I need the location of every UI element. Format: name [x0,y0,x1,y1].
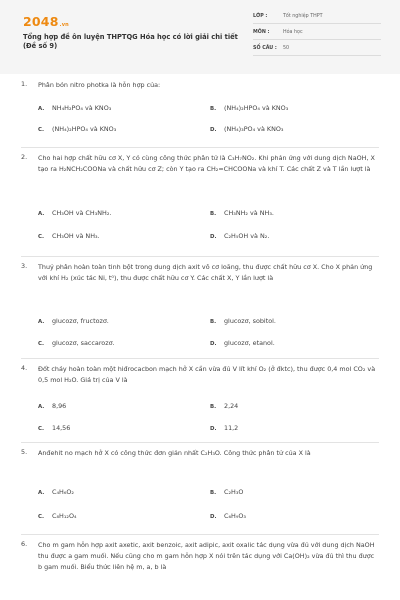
question-5 [21,448,381,528]
option-letter: C. [38,514,45,520]
option-text: C₂H₅OH và N₂. [224,232,270,240]
option-text: (NH₄)₃PO₄ và KNO₃ [224,125,284,133]
question-text: Phân bón nitro photka là hỗn hợp của: [38,81,161,89]
option-c[interactable] [38,424,70,432]
option-d[interactable] [210,125,283,133]
option-a[interactable] [38,209,111,217]
option-text: C₂H₃O [224,488,244,496]
option-text: CH₃OH và CH₃NH₂. [52,209,112,217]
meta-value: 50 [283,46,290,51]
option-letter: C. [38,127,45,133]
option-d[interactable] [210,424,238,432]
document-title: Tổng hợp đề ôn luyện THPTQG Hóa học có lời giải chi tiết (Đề số 9) [23,33,238,50]
option-letter: C. [38,341,45,347]
option-letter: C. [38,234,45,240]
option-text: 14,56 [52,424,71,432]
logo-suffix: .vn [59,22,69,28]
option-letter: D. [210,341,217,347]
option-text: (NH₄)₂HPO₄ và KNO₃ [224,104,289,112]
question-text: Cho m gam hỗn hợp axit axetic, axit benzoic, axit adipic, axit oxalic tác dụng vừa đủ với dung dịch NaOH thu được a gam muối. Nếu cũng cho m gam hỗn hợp X nói trên tác dụng với Ca(OH)₂ vừa đủ thì thu được b gam muối. Biểu thức liên hệ m, a, b là [38,541,375,572]
question-divider [21,147,379,148]
option-text: glucozơ, fructozơ. [52,317,109,325]
question-divider [21,358,379,359]
option-c[interactable] [38,512,77,520]
option-a[interactable] [38,317,109,325]
question-4 [21,364,381,436]
option-text: CH₃NH₂ và NH₃. [224,209,274,217]
option-letter: B. [210,490,217,496]
question-number: 3. [21,262,28,270]
option-letter: A. [38,404,45,410]
option-text: C₈H₁₂O₄ [52,512,77,520]
question-number: 5. [21,448,28,456]
option-text: glucozơ, etanol. [224,339,275,347]
option-text: C₄H₆O₂ [52,488,74,496]
meta-row-mon [253,27,381,40]
option-c[interactable] [38,232,100,240]
option-c[interactable] [38,125,116,133]
option-text: C₆H₉O₃ [224,512,246,520]
question-text: Cho hai hợp chất hữu cơ X, Y có cùng công thức phân tử là C₃H₇NO₂. Khi phản ứng với dung dịch NaOH, X tạo ra H₂NCH₂COONa và chất hữu cơ Z; còn Y tạo ra CH₂=CHCOONa và khí T. Các chất Z và T lần lượt là [38,154,375,174]
question-3 [21,262,381,352]
question-2 [21,153,381,243]
option-letter: A. [38,319,45,325]
option-text: 8,96 [52,402,67,410]
option-letter: D. [210,514,217,520]
meta-label: SỐ CÂU : [253,46,277,51]
question-number: 2. [21,153,28,161]
option-text: (NH₄)₂HPO₄ và KNO₃ [52,125,117,133]
option-b[interactable] [210,317,276,325]
meta-row-lop [253,11,381,24]
option-d[interactable] [210,512,246,520]
question-divider [21,534,379,535]
option-letter: C. [38,426,45,432]
site-logo[interactable] [23,14,69,29]
meta-value: Hóa học [283,30,303,35]
question-divider [21,442,379,443]
meta-row-so-cau [253,43,381,56]
question-text: Đốt cháy hoàn toàn một hiđrocacbon mạch hở X cần vừa đủ V lít khí O₂ (ở đktc), thu được 0,4 mol CO₂ và 0,5 mol H₂O. Giá trị của V là [38,365,376,385]
question-number: 1. [21,80,28,88]
meta-label: MÔN : [253,30,270,35]
question-1 [21,80,381,142]
option-letter: B. [210,404,217,410]
question-text: Anđehit no mạch hở X có công thức đơn giản nhất C₂H₃O. Công thức phân tử của X là [38,449,311,457]
option-a[interactable] [38,104,111,112]
option-text: CH₃OH và NH₃. [52,232,100,240]
option-d[interactable] [210,232,269,240]
option-a[interactable] [38,402,66,410]
question-6 [21,540,381,598]
option-letter: A. [38,106,45,112]
option-b[interactable] [210,104,288,112]
option-text: glucozơ, saccarozơ. [52,339,115,347]
option-text: 11,2 [224,424,239,432]
option-c[interactable] [38,339,115,347]
option-letter: B. [210,211,217,217]
question-text: Thuỷ phân hoàn toàn tinh bột trong dung dịch axit vô cơ loãng, thu được chất hữu cơ X. Cho X phản ứng với khí H₂ (xúc tác Ni, t⁰), thu được chất hữu cơ Y. Các chất X, Y lần lượt là [38,263,373,283]
option-text: glucozơ, sobitol. [224,317,276,325]
option-d[interactable] [210,339,275,347]
meta-value: Tốt nghiệp THPT [283,14,323,19]
option-text: 2,24 [224,402,239,410]
option-b[interactable] [210,488,243,496]
question-number: 6. [21,540,28,548]
option-letter: D. [210,234,217,240]
question-number: 4. [21,364,28,372]
option-letter: B. [210,106,217,112]
option-letter: A. [38,211,45,217]
option-a[interactable] [38,488,74,496]
logo-text: 2048 [23,14,59,29]
option-b[interactable] [210,402,238,410]
option-text: NH₄H₂PO₄ và KNO₃ [52,104,112,112]
option-letter: B. [210,319,217,325]
meta-label: LỚP : [253,14,268,19]
option-b[interactable] [210,209,274,217]
question-divider [21,256,379,257]
option-letter: D. [210,426,217,432]
option-letter: A. [38,490,45,496]
option-letter: D. [210,127,217,133]
document-header [0,0,400,74]
